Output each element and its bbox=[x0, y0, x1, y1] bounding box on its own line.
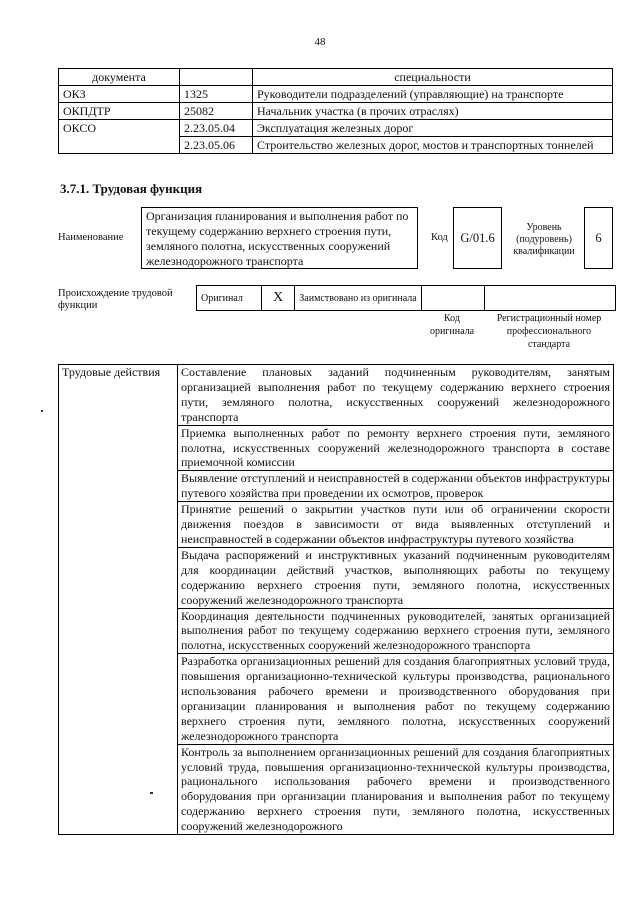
function-name: Организация планирования и выполнения работ по текущему содержанию верхнего строения пути, земляного полотна, искусственных сооружений железнодорожного транспорта bbox=[141, 207, 418, 269]
classifier-cell: ОКЗ bbox=[59, 86, 180, 103]
registration-number-caption: Регистрационный номер профессионального стандарта bbox=[496, 313, 602, 350]
labor-action-item: Разработка организационных решений для создания благоприятных условий труда, повышения организационно-технической культуры производства, рационального использования рабочего времени и производственного оборудования при организации планирования и выполнения работ по текущему содержанию верхнего строения пути, земляного полотна, искусственных сооружений железнодорожного транспорта bbox=[178, 654, 614, 744]
classifier-cell: ОКПДТР bbox=[59, 103, 180, 120]
registration-number-cell bbox=[485, 286, 616, 311]
header-cell-code bbox=[180, 69, 253, 86]
classifier-cell: ОКСО bbox=[59, 120, 180, 154]
table-row bbox=[59, 120, 613, 137]
table-row bbox=[59, 86, 613, 103]
labor-action-item: Принятие решений о закрытии участков пути или об ограничении скорости движения поездов в зависимости от вида выявленных отступлений и неисправностей в содержании объектов инфраструктуры путевого хозяйства bbox=[178, 502, 614, 548]
classification-table bbox=[58, 68, 613, 154]
borrowed-cell: Заимствовано из оригинала bbox=[295, 286, 422, 311]
qualification-level: 6 bbox=[584, 207, 613, 269]
original-mark: X bbox=[262, 286, 295, 311]
classification-header-row bbox=[59, 69, 613, 86]
header-cell-speciality: специальности bbox=[253, 69, 613, 86]
level-label: Уровень (подуровень) квалификации bbox=[513, 222, 575, 257]
labor-actions-table bbox=[58, 364, 614, 835]
code-cell: 1325 bbox=[180, 86, 253, 103]
scan-speck bbox=[41, 410, 43, 412]
function-code: G/01.6 bbox=[453, 207, 502, 269]
labor-action-item: Приемка выполненных работ по ремонту верхнего строения пути, земляного полотна, искусственных сооружений железнодорожного транспорта в составе приемочной комиссии bbox=[178, 425, 614, 471]
labor-actions-label: Трудовые действия bbox=[59, 365, 178, 835]
labor-action-item: Выявление отступлений и неисправностей в содержании объектов инфраструктуры путевого хозяйства при проведении их осмотров, проверок bbox=[178, 471, 614, 502]
scan-speck bbox=[150, 792, 153, 794]
title-cell: Руководители подразделений (управляющие) на транспорте bbox=[253, 86, 613, 103]
code-cell: 25082 bbox=[180, 103, 253, 120]
page-number: 48 bbox=[314, 36, 326, 48]
name-label: Наименование bbox=[58, 232, 124, 243]
code-label: Код bbox=[431, 232, 448, 243]
original-cell: Оригинал bbox=[197, 286, 262, 311]
labor-action-item: Выдача распоряжений и инструктивных указаний подчиненным руководителям для координации действий участков, выполняющих работы по текущему содержанию верхнего строения пути, земляного полотна, искусственных сооружений железнодорожного транспорта bbox=[178, 547, 614, 608]
origin-table bbox=[196, 285, 616, 311]
labor-action-item: Составление плановых заданий подчиненным руководителям, занятым организацией выполнения работ по текущему содержанию верхнего строения пути, земляного полотна, искусственных сооружений железнодорожного транспорта bbox=[178, 365, 614, 426]
table-row bbox=[59, 365, 614, 426]
code-cell: 2.23.05.06 bbox=[180, 137, 253, 154]
labor-action-item: Контроль за выполнением организационных решений для создания благоприятных условий труда, повышения организационно-технической культуры производства, рационального использования рабочего времени и производственного оборудования при организации планирования и выполнения работ по текущему содержанию верхнего строения пути, земляного полотна, искусственных сооружений железнодорожного bbox=[178, 744, 614, 834]
origin-row bbox=[197, 286, 616, 311]
title-cell: Эксплуатация железных дорог bbox=[253, 120, 613, 137]
origin-label: Происхождение трудовой функции bbox=[58, 288, 173, 311]
header-cell-document: документа bbox=[59, 69, 180, 86]
labor-action-item: Координация деятельности подчиненных руководителей, занятых организацией выполнения работ по текущему содержанию верхнего строения пути, земляного полотна, искусственных сооружений железнодорожного транспорта bbox=[178, 608, 614, 654]
section-title: 3.7.1. Трудовая функция bbox=[60, 181, 203, 196]
original-code-cell bbox=[422, 286, 485, 311]
code-cell: 2.23.05.04 bbox=[180, 120, 253, 137]
table-row bbox=[59, 103, 613, 120]
title-cell: Начальник участка (в прочих отраслях) bbox=[253, 103, 613, 120]
title-cell: Строительство железных дорог, мостов и транспортных тоннелей bbox=[253, 137, 613, 154]
original-code-caption: Код оригинала bbox=[429, 313, 475, 337]
